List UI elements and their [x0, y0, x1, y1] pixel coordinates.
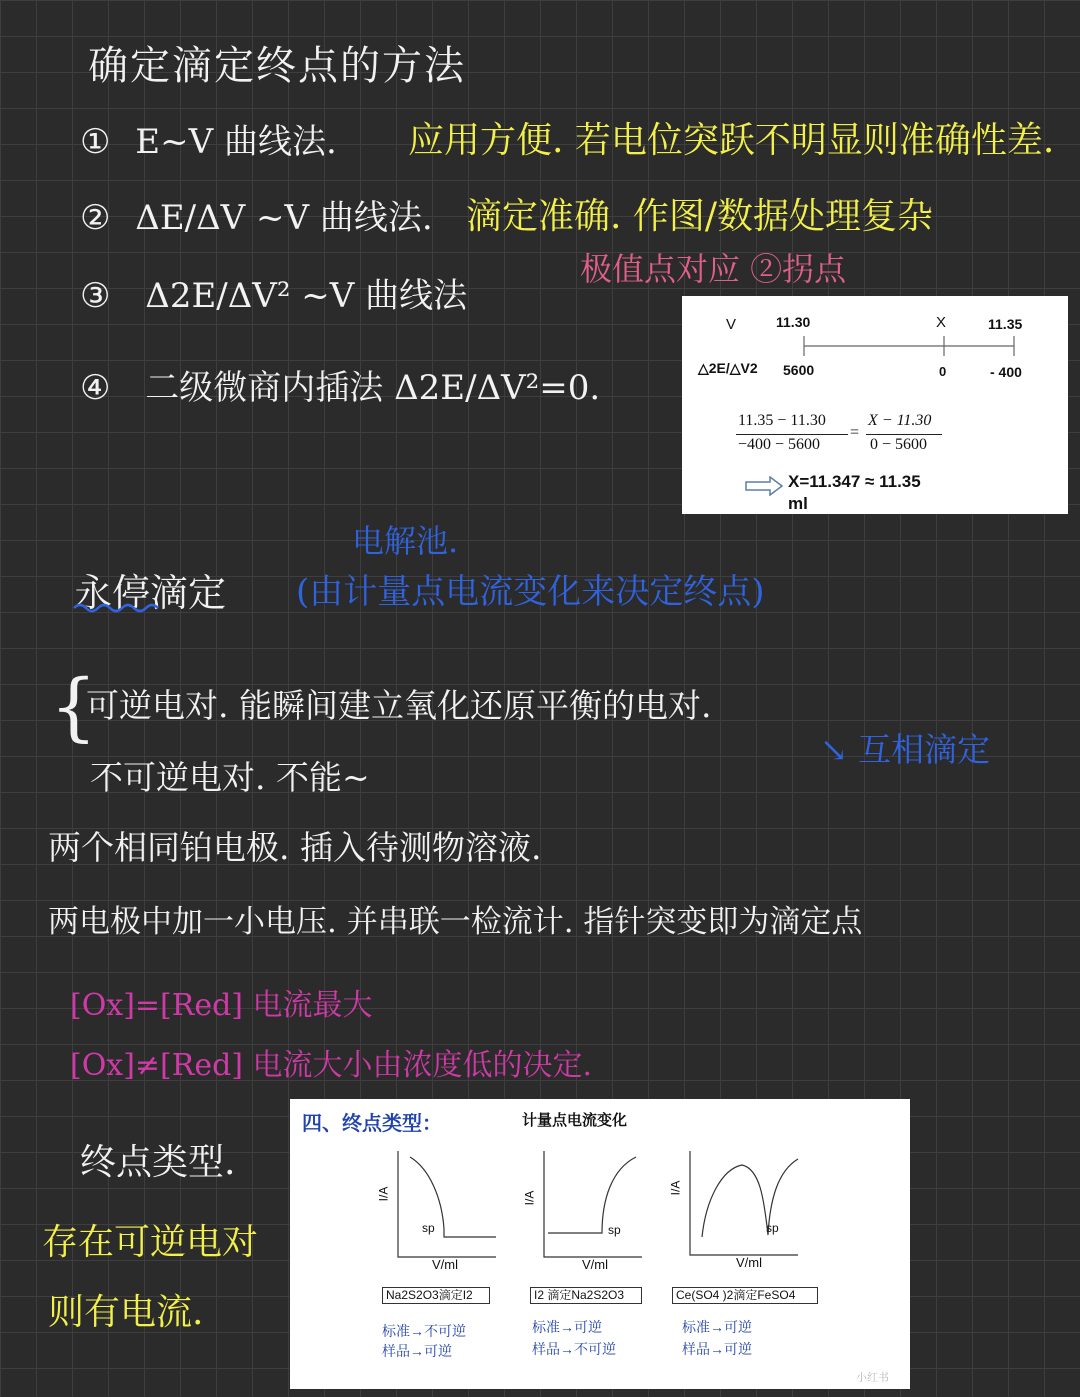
- fraction-1-denominator: −400 − 5600: [738, 436, 821, 453]
- y-axis-label-2: I/A: [522, 1190, 537, 1206]
- card-heading: 四、终点类型：: [302, 1113, 442, 1135]
- method-text: ΔE/ΔV ~V 曲线法.: [135, 198, 433, 238]
- panel-3-standard: 标准→可逆: [682, 1319, 752, 1335]
- panel-3-label: Ce(SO4 )2滴定FeSO4: [672, 1287, 818, 1304]
- panel-2-label: I2 滴定Na2S2O3: [530, 1287, 642, 1304]
- y-axis-label-1: I/A: [376, 1186, 391, 1202]
- card-subheading: 计量点电流变化: [522, 1112, 628, 1129]
- v2-value: 11.35: [988, 316, 1023, 332]
- v-label: V: [726, 316, 737, 333]
- fraction-2-bar: [866, 434, 942, 435]
- electrolytic-cell-note: 电解池.: [352, 522, 459, 560]
- v1-value: 11.30: [776, 314, 811, 330]
- arrow-right-icon: [744, 476, 784, 496]
- voltage-line: 两电极中加一小电压. 并串联一检流计. 指针突变即为滴定点: [48, 904, 863, 940]
- method-1: [80, 114, 337, 163]
- sp-label-1: sp: [422, 1221, 435, 1235]
- result-unit: ml: [788, 494, 808, 513]
- method-number: ④: [80, 368, 111, 408]
- axis-1: [398, 1151, 496, 1257]
- x-label: X: [936, 314, 947, 331]
- method-text: 二级微商内插法 Δ2E/ΔV²=0.: [145, 368, 601, 408]
- method-number: ③: [80, 276, 111, 316]
- panel-2-sample: 样品→不可逆: [532, 1341, 616, 1357]
- interpolation-card: [682, 296, 1068, 514]
- watermark: 小红书: [856, 1372, 889, 1384]
- method-number: ①: [80, 122, 111, 162]
- x-axis-label-2: V/ml: [582, 1257, 608, 1272]
- sp-label-3: sp: [766, 1221, 779, 1235]
- x-axis-label-1: V/ml: [432, 1257, 458, 1272]
- x-axis-label-3: V/ml: [736, 1255, 762, 1270]
- method-number: ②: [80, 198, 111, 238]
- panel-1-sample: 样品→可逆: [382, 1343, 452, 1359]
- endpoint-title: 终点类型.: [80, 1142, 236, 1183]
- fraction-1-bar: [736, 434, 848, 435]
- panel-1-standard: 标准→不可逆: [382, 1323, 466, 1339]
- sp-label-2: sp: [608, 1223, 621, 1237]
- dead-stop-title: 永停滴定: [74, 571, 227, 615]
- axis-3: [690, 1151, 798, 1255]
- axis-2: [544, 1151, 642, 1257]
- result-value: X=11.347 ≈ 11.35: [788, 472, 921, 491]
- unequal-conc-line: [Ox]≠[Red] 电流大小由浓度低的决定.: [70, 1048, 593, 1083]
- current-note-1: 存在可逆电对: [42, 1222, 259, 1263]
- panel-1-label: Na2S2O3滴定I2: [382, 1287, 490, 1304]
- y-axis-label-3: I/A: [668, 1180, 683, 1196]
- fraction-1-numerator: 11.35 − 11.30: [738, 412, 826, 429]
- page-title: 确定滴定终点的方法: [88, 43, 466, 89]
- fraction-2-numerator: X − 11.30: [868, 412, 932, 429]
- curve-2: [548, 1157, 636, 1233]
- method-3: [80, 268, 467, 317]
- d2-value: - 400: [990, 364, 1022, 380]
- curve-3: [702, 1159, 798, 1237]
- equals-sign: =: [850, 424, 860, 441]
- delta-label: △2E/△V2: [698, 360, 758, 376]
- d0-value: 0: [939, 364, 947, 379]
- method-text: Δ2E/ΔV² ~V 曲线法: [145, 276, 468, 316]
- panel-3-sample: 样品→可逆: [682, 1341, 752, 1357]
- mutual-titration-note: ↘ 互相滴定: [820, 730, 991, 769]
- method-2-note: 滴定准确. 作图/数据处理复杂: [466, 196, 934, 237]
- endpoint-types-card: [290, 1099, 910, 1389]
- equal-conc-line: [Ox]=[Red] 电流最大: [70, 988, 373, 1023]
- electrode-line: 两个相同铂电极. 插入待测物溶液.: [48, 828, 542, 867]
- method-2: [80, 190, 433, 239]
- current-note-2: 则有电流.: [48, 1292, 204, 1333]
- d1-value: 5600: [783, 362, 815, 378]
- panel-2-standard: 标准→可逆: [532, 1319, 602, 1335]
- fraction-2-denominator: 0 − 5600: [870, 436, 928, 453]
- reversible-pair: 可逆电对. 能瞬间建立氧化还原平衡的电对.: [86, 686, 712, 725]
- bracket: {: [50, 664, 98, 750]
- method-text: E~V 曲线法.: [135, 122, 337, 162]
- method-4: [80, 360, 600, 409]
- method-3-note: 极值点对应 ②拐点: [580, 250, 847, 288]
- irreversible-pair: 不可逆电对. 不能~: [90, 758, 370, 797]
- dead-stop-description: (由计量点电流变化来决定终点): [296, 572, 765, 612]
- wavy-underline: [72, 602, 162, 614]
- method-1-note: 应用方便. 若电位突跃不明显则准确性差.: [408, 120, 1055, 161]
